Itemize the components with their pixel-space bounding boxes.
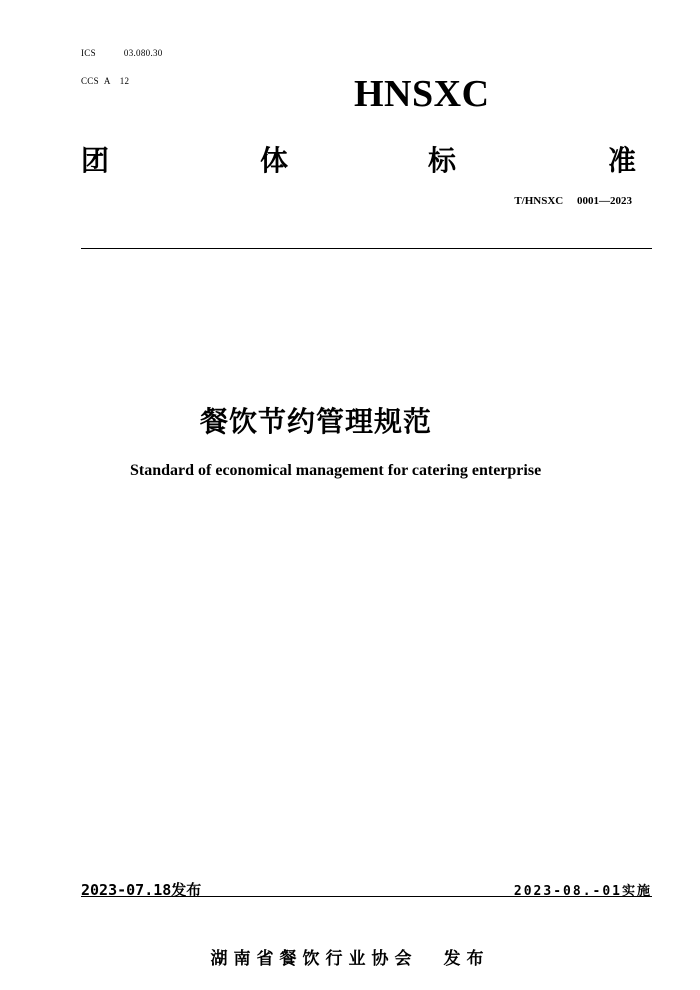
ccs-line <box>81 76 129 86</box>
standard-type-char: 准 <box>608 144 637 177</box>
org-code: HNSXC <box>354 73 490 115</box>
publish-date: 2023-07.18发布 <box>81 881 202 899</box>
standard-number: T/HNSXC 0001—2023 <box>514 195 632 207</box>
standard-type-char: 体 <box>260 144 289 177</box>
date-divider <box>81 896 652 897</box>
issuer <box>0 944 700 969</box>
ics-code: 03.080.30 <box>123 48 163 58</box>
title-english: Standard of economical management for catering enterprise <box>130 462 542 479</box>
ccs-label: CCS <box>81 76 99 86</box>
issuer-org: 湖南省餐饮行业协会 <box>210 949 418 969</box>
implement-date: 2023-08.-01实施 <box>513 884 652 899</box>
header-divider <box>81 248 652 249</box>
ics-line <box>81 48 163 58</box>
standard-type-char: 标 <box>428 144 457 177</box>
issuer-action: 发布 <box>443 949 490 969</box>
ccs-number: 12 <box>119 76 130 86</box>
standard-type-char: 团 <box>81 144 110 177</box>
title-chinese: 餐饮节约管理规范 <box>200 405 433 438</box>
ccs-letter: A <box>103 76 111 86</box>
ics-label: ICS <box>81 48 96 58</box>
